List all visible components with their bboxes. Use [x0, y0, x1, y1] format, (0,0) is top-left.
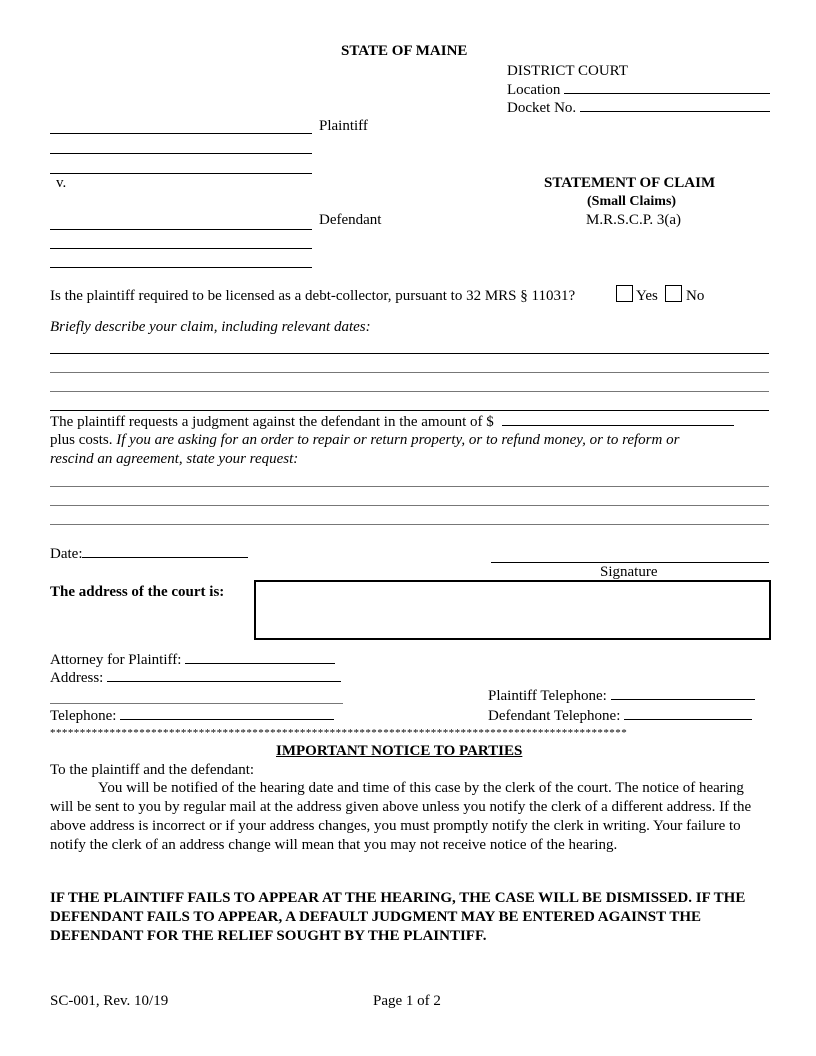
- docket-label: Docket No.: [507, 100, 577, 116]
- request-instruction-1: If you are asking for an order to repair or return property, or to refund money, or to reform or: [116, 432, 680, 448]
- claim-instruction: Briefly describe your claim, including relevant dates:: [50, 319, 371, 335]
- telephone-label: Telephone:: [50, 708, 117, 724]
- telephone-field[interactable]: [120, 706, 334, 720]
- defendant-telephone-label: Defendant Telephone:: [488, 708, 621, 724]
- location-row: [507, 80, 770, 99]
- defendant-label: Defendant: [319, 212, 382, 228]
- request-line-1[interactable]: [50, 486, 769, 487]
- form-title: STATEMENT OF CLAIM: [544, 175, 716, 191]
- defendant-name-line-2[interactable]: [50, 248, 312, 249]
- docket-row: [507, 98, 770, 117]
- judgment-row: [50, 412, 734, 431]
- state-heading: STATE OF MAINE: [341, 43, 468, 59]
- form-id: SC-001, Rev. 10/19: [50, 993, 169, 1009]
- versus-label: v.: [56, 175, 67, 191]
- date-row: [50, 544, 248, 563]
- address-label: Address:: [50, 670, 104, 686]
- date-label: Date:: [50, 546, 83, 562]
- notice-heading: IMPORTANT NOTICE TO PARTIES: [276, 743, 523, 759]
- location-label: Location: [507, 82, 561, 98]
- license-yes-checkbox[interactable]: [616, 285, 633, 302]
- signature-label: Signature: [600, 564, 658, 580]
- claim-line-4[interactable]: [50, 410, 769, 411]
- court-address-box[interactable]: [254, 580, 771, 640]
- court-name: DISTRICT COURT: [507, 63, 628, 79]
- defendant-name-line-1[interactable]: [50, 229, 312, 230]
- license-no-checkbox[interactable]: [665, 285, 682, 302]
- form-subtitle: (Small Claims): [587, 194, 677, 209]
- plaintiff-name-line-3[interactable]: [50, 173, 312, 174]
- judgment-costs-row: [50, 431, 679, 449]
- plaintiff-name-line-2[interactable]: [50, 153, 312, 154]
- plus-costs-text: plus costs.: [50, 432, 113, 448]
- request-line-3[interactable]: [50, 524, 769, 525]
- docket-field[interactable]: [580, 98, 770, 112]
- defendant-name-line-3[interactable]: [50, 267, 312, 268]
- address-field[interactable]: [107, 668, 341, 682]
- defendant-telephone-row: [488, 706, 752, 725]
- attorney-field[interactable]: [185, 650, 335, 664]
- plaintiff-telephone-row: [488, 686, 755, 705]
- location-field[interactable]: [564, 80, 770, 94]
- plaintiff-telephone-field[interactable]: [611, 686, 755, 700]
- request-instruction-2: rescind an agreement, state your request:: [50, 451, 299, 467]
- page-number: Page 1 of 2: [373, 993, 441, 1009]
- form-rule: M.R.S.C.P. 3(a): [586, 212, 682, 228]
- request-line-2[interactable]: [50, 505, 769, 506]
- license-yes-label: Yes: [636, 288, 658, 304]
- plaintiff-name-line-1[interactable]: [50, 133, 312, 134]
- judgment-amount-field[interactable]: [502, 412, 734, 426]
- address-row: [50, 668, 341, 687]
- claim-line-3[interactable]: [50, 391, 769, 392]
- address-line-2[interactable]: [50, 703, 343, 704]
- notice-body: You will be notified of the hearing date and time of this case by the clerk of the court. The notice of hearing will be sent to you by regular mail at the address given above unless you notify the clerk of a different address. If the above address is incorrect or if your address changes, you must promptly notify the clerk in writing. Your failure to notify the clerk of an address change will mean that you may not receive notice of the hearing.: [50, 780, 752, 853]
- court-address-label: The address of the court is:: [50, 584, 225, 600]
- attorney-row: [50, 650, 335, 669]
- claim-line-1[interactable]: [50, 353, 769, 354]
- judgment-text: The plaintiff requests a judgment against the defendant in the amount of $: [50, 414, 494, 430]
- plaintiff-telephone-label: Plaintiff Telephone:: [488, 688, 607, 704]
- notice-salutation: To the plaintiff and the defendant:: [50, 762, 255, 778]
- asterisk-separator: *************************************************************************************************: [50, 727, 628, 739]
- notice-warning: IF THE PLAINTIFF FAILS TO APPEAR AT THE HEARING, THE CASE WILL BE DISMISSED. IF THE DEFENDANT FAILS TO APPEAR, A DEFAULT JUDGMENT MAY BE ENTERED AGAINST THE DEFENDANT FOR THE RELIEF SOUGHT BY THE PLAINTIFF.: [50, 890, 746, 944]
- claim-line-2[interactable]: [50, 372, 769, 373]
- telephone-row: [50, 706, 334, 725]
- attorney-label: Attorney for Plaintiff:: [50, 652, 182, 668]
- license-no-label: No: [686, 288, 705, 304]
- defendant-telephone-field[interactable]: [624, 706, 752, 720]
- date-field[interactable]: [82, 544, 248, 558]
- plaintiff-label: Plaintiff: [319, 118, 368, 134]
- license-question: Is the plaintiff required to be licensed as a debt-collector, pursuant to 32 MRS § 11031?: [50, 288, 576, 304]
